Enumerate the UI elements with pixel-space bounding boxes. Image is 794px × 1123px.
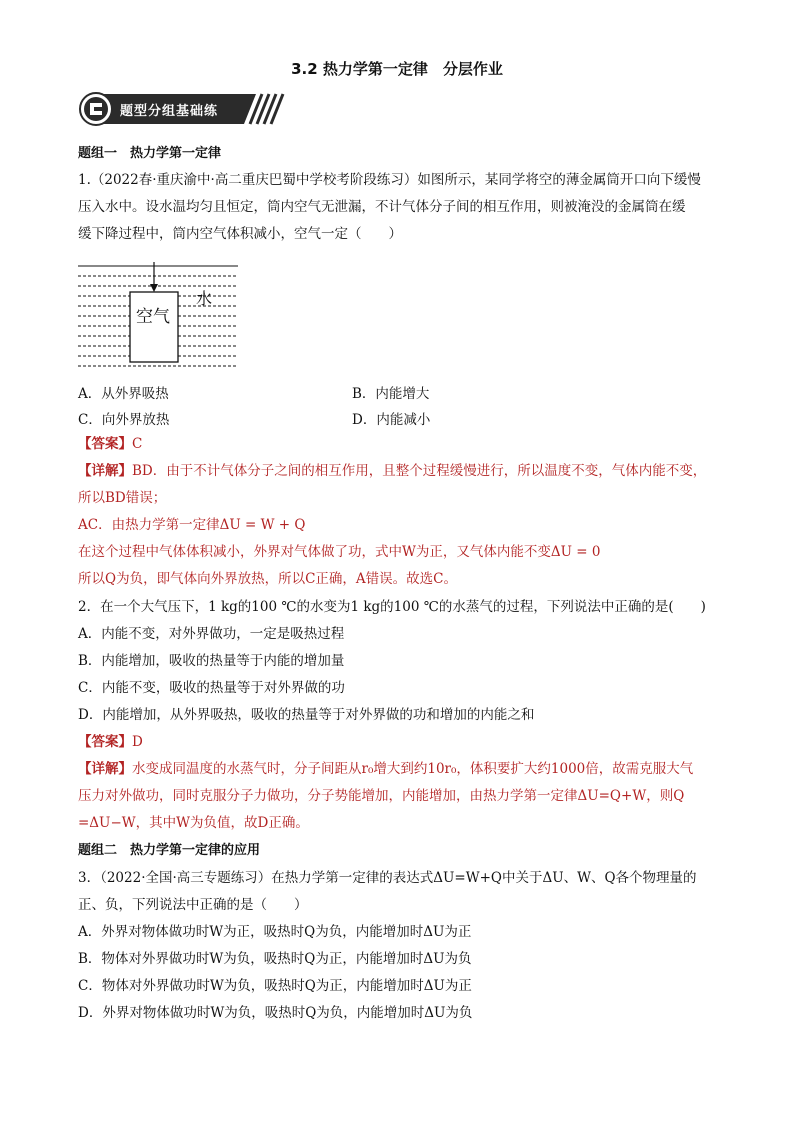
q2-option-a: A．内能不变，对外界做功，一定是吸热过程 [78,626,345,642]
detail-text: 水变成同温度的水蒸气时，分子间距从r₀增大到约10r₀，体积要扩大约1000倍，故需克服大气 [132,761,694,777]
q1-detail-line5: 所以Q为负，即气体向外界放热，所以C正确，A错误。故选C。 [78,571,457,587]
q2-option-b: B．内能增加，吸收的热量等于内能的增加量 [78,653,345,669]
q3-option-d: D．外界对物体做功时W为负，吸热时Q为负，内能增加时ΔU为负 [78,1005,473,1021]
q1-detail-line1 [78,462,706,480]
group2-heading: 题组二 热力学第一定律的应用 [78,843,261,858]
q2-answer [78,733,143,751]
q2-option-c: C．内能不变，吸收的热量等于对外界做的功 [78,680,345,696]
q3-text-line2: 正、负，下列说法中正确的是（ ） [78,897,308,913]
water-label: 水 [196,289,213,308]
q1-detail-line3: AC．由热力学第一定律ΔU = W + Q [78,517,306,533]
q3-option-a: A．外界对物体做功时W为正，吸热时Q为负，内能增加时ΔU为正 [78,924,472,940]
q1-option-c: C．向外界放热 [78,412,170,428]
detail-text: BD．由于不计气体分子之间的相互作用，且整个过程缓慢进行，所以温度不变，气体内能不变， [132,463,707,479]
section-banner [78,92,288,126]
q1-text-line2: 压入水中。设水温均匀且恒定，筒内空气无泄漏，不计气体分子间的相互作用，则被淹没的金属筒在缓 [78,199,686,215]
q2-detail-line1 [78,760,693,778]
q1-answer [78,435,142,453]
q2-detail-line3: =ΔU−W，其中W为负值，故D正确。 [78,815,309,831]
page-title: 3.2 热力学第一定律 分层作业 [291,60,503,78]
q1-text-line1: 1.（2022春·重庆渝中·高二重庆巴蜀中学校考阶段练习）如图所示，某同学将空的薄金属筒开口向下缓慢 [78,172,701,188]
q3-option-c: C．物体对外界做功时W为负，吸热时Q为正，内能增加时ΔU为正 [78,978,472,994]
detail-tag: 【详解】 [78,761,132,777]
answer-value: C [132,436,143,452]
q2-text: 2．在一个大气压下，1 kg的100 ℃的水变为1 kg的100 ℃的水蒸气的过程，下列说法中正确的是( ) [78,599,706,615]
banner-label: 题型分组基础练 [120,104,219,119]
group1-heading: 题组一 热力学第一定律 [78,146,222,161]
q1-detail-line2: 所以BD错误； [78,490,167,506]
q1-text-line3: 缓下降过程中，筒内空气体积减小，空气一定（ ） [78,226,402,242]
q1-detail-line4: 在这个过程中气体体积减小，外界对气体做了功，式中W为正，又气体内能不变ΔU = 0 [78,544,601,560]
q1-figure [78,262,240,372]
answer-value: D [132,734,143,750]
detail-tag: 【详解】 [78,463,132,479]
q2-detail-line2: 压力对外做功，同时克服分子力做功，分子势能增加，内能增加，由热力学第一定律ΔU=Q+W，则Q [78,788,685,804]
q1-option-a: A．从外界吸热 [78,386,169,402]
answer-tag: 【答案】 [78,436,132,452]
air-label: 空气 [136,307,170,327]
q3-option-b: B．物体对外界做功时W为负，吸热时Q为正，内能增加时ΔU为负 [78,951,472,967]
answer-tag: 【答案】 [78,734,132,750]
q1-option-d: D．内能减小 [352,412,431,428]
q3-text-line1: 3．（2022·全国·高三专题练习）在热力学第一定律的表达式ΔU=W+Q中关于ΔU、W、Q各个物理量的 [78,870,697,886]
q1-option-b: B．内能增大 [352,386,430,402]
q2-option-d: D．内能增加，从外界吸热，吸收的热量等于对外界做的功和增加的内能之和 [78,707,535,723]
